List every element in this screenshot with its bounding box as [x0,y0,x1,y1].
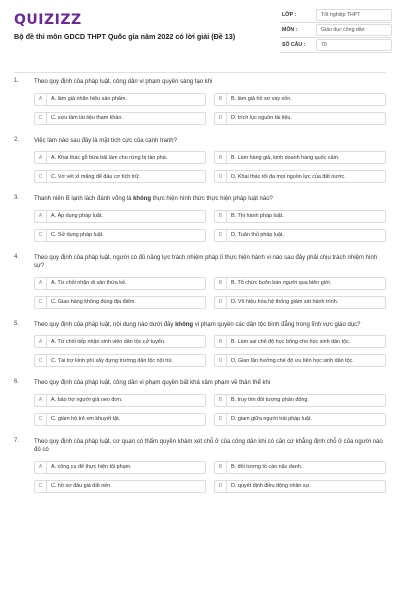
question-text [34,321,386,330]
question-item [0,379,400,426]
answer-option[interactable] [214,354,386,367]
question-text [34,254,386,271]
option-letter: B [215,278,227,289]
answer-options [34,151,386,183]
quizizz-logo: QUIZIZZ [14,12,82,28]
answer-option[interactable] [34,277,206,290]
worksheet-header [0,0,400,70]
question-text-part: Việc làm nào sau đây là mặt tích cực của cạnh tranh? [34,137,177,144]
option-text: A. Từ chối nhận di sản thừa kế. [51,280,127,286]
question-text [34,438,386,455]
option-text: A. bảo trợ người già neo đơn. [51,397,123,403]
option-letter: B [215,336,227,347]
question-emphasis: không [133,196,152,202]
option-letter: C [35,481,47,492]
meta-value: 70 [316,39,392,51]
question-text-part: Thanh niên B lạnh lách đánh võng là [34,196,134,202]
answer-option[interactable] [214,112,386,125]
option-letter: D [215,171,227,182]
question-item [0,195,400,242]
option-text: D. Gian lận hưởng chế độ ưu tiên học sinh dân tộc. [231,357,354,364]
option-letter: D [215,113,227,124]
option-letter: C [35,230,47,241]
answer-option[interactable] [34,229,206,242]
option-letter: D [215,481,227,492]
answer-option[interactable] [34,394,206,407]
answer-option[interactable] [214,461,386,474]
question-number: 1. [14,78,20,84]
answer-option[interactable] [214,93,386,106]
option-text: B. truy tìm đối tượng phản động. [231,397,309,403]
option-letter: D [215,230,227,241]
answer-options [34,210,386,242]
question-item [0,321,400,368]
answer-option[interactable] [34,151,206,164]
option-text: A. Khai thác gỗ bừa bãi làm cho rừng bị tàn phá. [51,154,168,161]
answer-option[interactable] [214,296,386,309]
option-letter: A [35,336,47,347]
answer-options [34,335,386,367]
option-letter: C [35,171,47,182]
answer-option[interactable] [34,480,206,493]
answer-option[interactable] [34,461,206,474]
option-text: C. Sử dụng pháp luật. [51,232,104,238]
document-title: Bộ đề thi môn GDCD THPT Quốc gia năm 2022 có lời giải (Đề 13) [14,32,236,41]
question-emphasis: không [175,321,194,328]
answer-option[interactable] [34,210,206,223]
option-text: C. giám hộ trẻ em khuyết tật. [51,416,121,422]
option-text: B. làm giả hồ sơ vay vốn. [231,96,292,102]
option-text: C. Tài trợ kinh phí xây dựng trường dân tộc nội trú. [51,357,174,364]
option-text: A. làm giả nhãn hiệu sản phẩm. [51,96,127,102]
answer-options [34,93,386,125]
option-text: B. Làm sai chế độ học bổng cho học sinh dân tộc. [231,338,351,345]
answer-option[interactable] [214,413,386,426]
answer-options [34,461,386,493]
option-text: D. Khai thác tối đa mọi nguồn lực của đất nước. [231,173,346,180]
option-text: C. Giao hàng không đúng địa điểm. [51,299,136,305]
answer-option[interactable] [34,170,206,183]
option-letter: C [35,414,47,425]
meta-key: SỐ CÂU : [282,42,306,48]
option-letter: D [215,355,227,366]
option-letter: A [35,395,47,406]
option-letter: B [215,211,227,222]
option-letter: C [35,355,47,366]
question-number: 3. [14,195,20,201]
question-list [0,78,400,493]
answer-option[interactable] [34,413,206,426]
option-text: A. Từ chối tiếp nhận sinh viên dân tộc cử tuyển. [51,338,166,345]
answer-option[interactable] [214,170,386,183]
option-text: C. sưu tầm tài liệu tham khảo. [51,115,123,121]
option-text: B. đối tượng tố cáo nặc danh. [231,464,303,470]
question-text [34,379,386,388]
meta-value: Giáo dục công dân [316,24,392,36]
option-letter: A [35,462,47,473]
meta-row-subject [280,23,392,38]
option-letter: C [35,297,47,308]
answer-option[interactable] [214,210,386,223]
question-text-part: vi phạm quyền các dân tộc bình đẳng trong lĩnh vực giáo dục? [193,321,361,328]
answer-option[interactable] [214,277,386,290]
option-letter: B [215,462,227,473]
question-item [0,438,400,493]
answer-options [34,277,386,309]
answer-option[interactable] [34,335,206,348]
answer-option[interactable] [34,296,206,309]
header-divider [14,72,386,73]
option-text: B. Tổ chức buôn bán người qua biên giới. [231,280,332,286]
option-text: A. công cụ để thực hiện tội phạm. [51,464,132,470]
option-text: A. Áp dụng pháp luật. [51,213,103,219]
answer-option[interactable] [214,335,386,348]
meta-value: Tốt nghiệp THPT [316,9,392,21]
question-text [34,195,386,204]
answer-option[interactable] [214,151,386,164]
option-letter: A [35,211,47,222]
answer-options [34,394,386,426]
question-item [0,137,400,184]
question-text-part: thực hiện hình thức thực hiện pháp luật nào? [151,196,273,202]
meta-row-class [280,8,392,23]
option-letter: D [215,297,227,308]
option-text: B. Thi hành pháp luật. [231,213,284,219]
option-letter: B [215,94,227,105]
option-letter: A [35,278,47,289]
option-text: D. Vô hiệu hóa hệ thống giám sát hành trình. [231,299,339,305]
meta-key: LỚP : [282,12,297,18]
question-text-part: Theo quy định của pháp luật, người có đủ năng lực trách nhiệm pháp lí thực hiện hành vi nào sau đây phải chịu trách nhiệm hình sự? [34,254,378,269]
meta-table [280,8,392,53]
question-number: 6. [14,379,20,385]
option-text: D. trích lục nguồn tài liệu. [231,115,292,121]
option-text: D. giam giữa người trái pháp luật. [231,416,312,422]
question-text [34,137,386,146]
option-text: C. Vơ vét xì măng để đầu cơ tích trữ. [51,173,141,180]
option-letter: B [215,395,227,406]
question-text-part: Theo quy định của pháp luật, cơ quan có thẩm quyền khám xét chỗ ở của công dân khi có căn cứ khẳng định chỗ ở của người nào đó có [34,438,383,453]
option-text: C. hồ sơ đấu giá đất nền. [51,483,112,489]
answer-option[interactable] [34,112,206,125]
question-number: 2. [14,136,20,143]
question-text-part: Theo quy định của pháp luật, công dân vi phạm quyền sáng tạo khi [34,79,213,85]
question-item [0,78,400,125]
question-number: 4. [14,253,20,260]
answer-option[interactable] [34,354,206,367]
meta-row-count [280,38,392,53]
question-text-part: Theo quy định của pháp luật, công dân vi phạm quyền bất khả xâm phạm về thân thể khi [34,380,271,386]
meta-key: MÔN : [282,27,298,33]
question-number: 7. [14,437,20,444]
answer-option[interactable] [214,229,386,242]
option-letter: D [215,414,227,425]
option-text: D. Tuân thủ pháp luật. [231,232,285,238]
question-number: 5. [14,320,20,327]
option-letter: A [35,94,47,105]
option-letter: B [215,152,227,163]
answer-option[interactable] [34,93,206,106]
question-item [0,254,400,309]
answer-option[interactable] [214,394,386,407]
answer-option[interactable] [214,480,386,493]
option-letter: A [35,152,47,163]
question-text-part: Theo quy định của pháp luật, nội dung nào dưới đây [34,321,176,328]
option-letter: C [35,113,47,124]
question-text [34,78,386,87]
option-text: B. Làm hàng giả, kinh doanh hàng quốc cấm. [231,154,340,161]
option-text: D. quyết định điều động nhân sự. [231,483,311,489]
